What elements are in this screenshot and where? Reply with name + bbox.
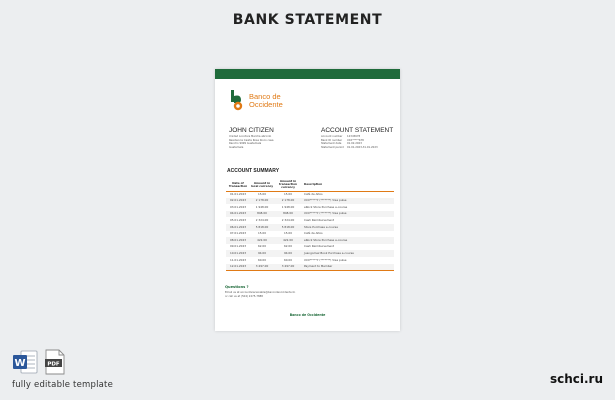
table-cell: XXX*****7 (*******) Visa pulse <box>302 198 394 205</box>
table-cell: 02.01.2023 <box>226 198 250 205</box>
table-row <box>226 244 394 251</box>
table-cell: 05.01.2023 <box>229 217 246 222</box>
table-cell: 2 324.00 <box>281 217 295 222</box>
table-row <box>226 264 394 271</box>
table-cell: 07.01.2023 <box>229 231 246 236</box>
table-cell: 2 324.00 <box>255 217 269 222</box>
table-row <box>226 204 394 211</box>
statement-field: Statement date 01.02.2023 <box>321 142 362 146</box>
table-cell: 60.00 <box>257 257 266 262</box>
bank-logo-text <box>249 93 283 109</box>
table-cell: XXX*****7 (*******) Visa pulse <box>304 257 347 262</box>
customer-name: JOHN CITIZEN <box>229 127 274 134</box>
table-row <box>226 250 394 257</box>
customer-address-line: Guatemala <box>229 145 244 149</box>
table-cell: 2 178.00 <box>250 198 274 205</box>
column-header: Description <box>302 179 394 191</box>
table-row <box>226 198 394 205</box>
table-cell: 06.01.2023 <box>226 224 250 231</box>
statement-field: Account number 12345678 <box>321 135 361 138</box>
table-cell: eRock Store Purchase e-course <box>304 204 348 209</box>
table-cell: 09.01.2023 <box>229 244 246 249</box>
table-cell: 60.00 <box>283 257 292 262</box>
table-row <box>226 224 394 231</box>
table-cell: 62.00 <box>283 244 292 249</box>
table-cell: 03.01.2023 <box>229 204 246 209</box>
questions-title: Questions ? <box>225 285 249 289</box>
bank-logo-line1: Banco de <box>249 92 281 101</box>
table-cell: 15.00 <box>283 191 292 196</box>
table-row <box>226 257 394 264</box>
table-cell: Cash Reimbursement <box>304 244 335 249</box>
word-icon-label: W <box>14 358 26 369</box>
table-cell: Store Purchase e-course <box>302 224 394 231</box>
questions-line: Email us at accountsreceivable@bancodeoccidente.tn <box>225 291 296 294</box>
customer-address <box>229 135 309 149</box>
statement-document <box>215 69 400 331</box>
customer-address-line: Unidad Locotore Marcha abrindo <box>229 135 272 138</box>
bank-logo-icon <box>229 90 247 112</box>
table-cell: 5 818.00 <box>250 224 274 231</box>
page-title: BANK STATEMENT <box>232 12 383 28</box>
statement-details <box>321 135 396 149</box>
table-cell: Juangomez Book Purchase e-course <box>302 250 394 257</box>
table-cell: 848.00 <box>250 211 274 218</box>
table-cell: eRock Store Purchase e-course <box>302 237 394 244</box>
customer-address-line: Residencia Casita Rosa bloco casa <box>229 138 274 142</box>
table-cell: 12.01.2023 <box>226 264 250 271</box>
tagline: fully editable template <box>12 380 114 390</box>
account-summary-title: ACCOUNT SUMMARY <box>227 168 280 174</box>
bank-logo <box>229 90 309 112</box>
table-row <box>226 191 394 198</box>
statement-field: Bank ID number XXX*****678 <box>321 138 364 142</box>
statement-field: Statement period 01.01.2023-31.01.2023 <box>321 145 378 149</box>
table-cell: Café de Altos <box>304 191 323 196</box>
column-header: Amount in local currency <box>250 179 274 191</box>
table-cell: Payment to Member <box>302 264 394 271</box>
transactions-table <box>226 179 394 271</box>
table-cell: 3 497.00 <box>250 264 274 271</box>
table-cell: 422.00 <box>274 237 302 244</box>
pdf-file-icon <box>44 349 66 375</box>
table-cell: XXX*****7 (*******) Visa pulse <box>302 211 394 218</box>
table-cell: 01.01.2023 <box>229 191 246 196</box>
table-row <box>226 217 394 224</box>
table-row <box>226 231 394 238</box>
document-header-bar <box>215 69 400 79</box>
table-cell: 1 948.00 <box>255 204 269 209</box>
table-cell: Café de Altos <box>304 231 323 236</box>
questions-line: or call us at (504) 2275-7888 <box>225 294 263 298</box>
table-row <box>226 211 394 218</box>
table-cell: 11.01.2023 <box>229 257 246 262</box>
table-cell: 10.01.2023 <box>226 250 250 257</box>
table-header-row <box>226 179 394 191</box>
table-cell: 1 948.00 <box>281 204 295 209</box>
questions-contact <box>225 291 295 298</box>
table-cell: Cash Reimbursement <box>304 217 335 222</box>
table-cell: 3 497.00 <box>274 264 302 271</box>
document-footer: Banco de Occidente <box>289 313 326 317</box>
table-cell: 848.00 <box>274 211 302 218</box>
statement-title: ACCOUNT STATEMENT <box>321 127 394 134</box>
column-header: Amount in transaction currency <box>274 179 302 191</box>
table-cell: 15.00 <box>257 231 266 236</box>
customer-address-line: Rancho 9999 Guatemala <box>229 142 262 146</box>
table-cell: 04.01.2023 <box>226 211 250 218</box>
table-cell: 94.00 <box>250 250 274 257</box>
table-cell: 2 178.00 <box>274 198 302 205</box>
table-cell: 15.00 <box>283 231 292 236</box>
table-cell: 15.00 <box>257 191 266 196</box>
site-name[interactable]: schci.ru <box>549 372 603 386</box>
pdf-icon-label: PDF <box>47 361 60 368</box>
table-cell: 08.01.2023 <box>226 237 250 244</box>
table-cell: 422.00 <box>250 237 274 244</box>
column-header: Date of Transaction <box>226 179 250 191</box>
table-cell: 94.00 <box>274 250 302 257</box>
table-cell: 5 818.00 <box>274 224 302 231</box>
table-cell: 62.00 <box>257 244 266 249</box>
word-file-icon <box>12 349 39 375</box>
bank-logo-line2: Occidente <box>249 100 283 109</box>
table-row <box>226 237 394 244</box>
